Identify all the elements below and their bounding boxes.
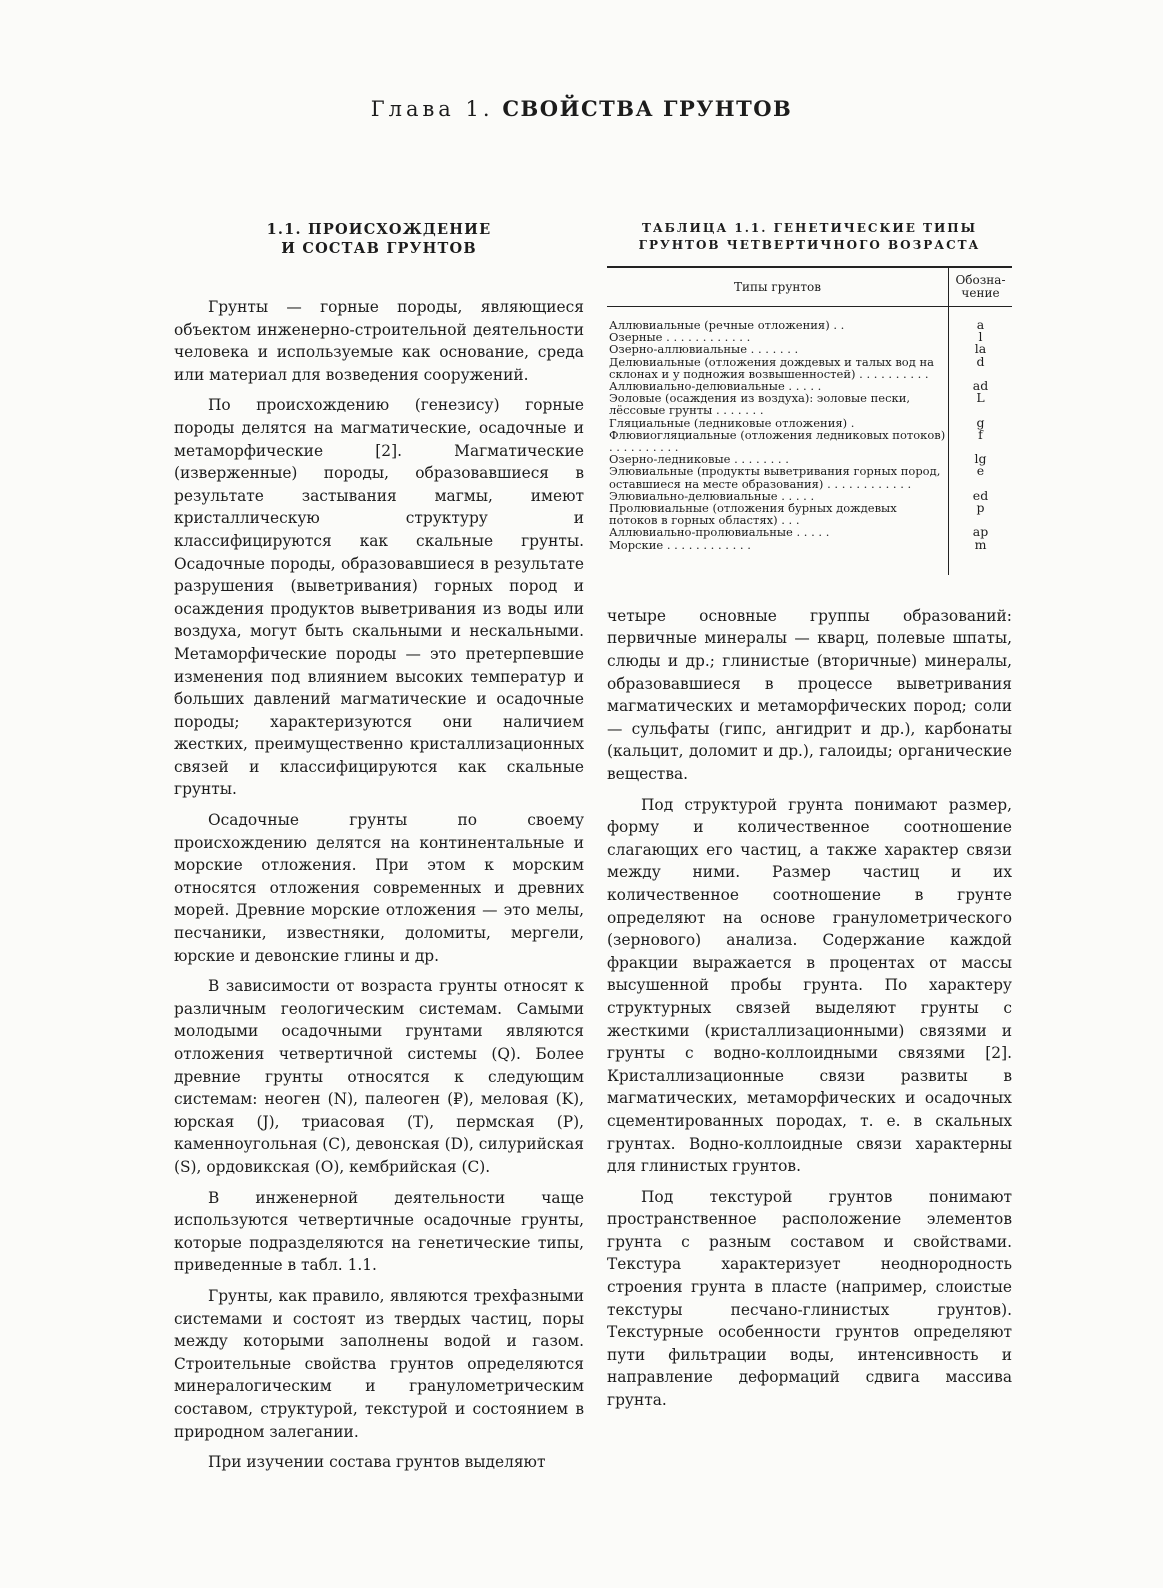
soil-type-cell: Озерные . . . . . . . . . . . . xyxy=(609,330,751,345)
soil-code-cell: f xyxy=(949,429,1013,453)
soil-type-cell: Аллювиально-пролювиальные . . . . . xyxy=(609,525,830,540)
column-header-type: Типы грунтов xyxy=(607,267,949,307)
soil-type-cell: Гляциальные (ледниковые отложения) . xyxy=(609,415,855,430)
table-row xyxy=(607,526,1012,538)
soil-code-cell: d xyxy=(949,356,1013,380)
soil-type-cell: Озерно-ледниковые . . . . . . . . xyxy=(609,452,789,467)
table-row xyxy=(607,392,1012,416)
column-header-code: Обозна-чение xyxy=(949,267,1013,307)
soil-code-cell: l xyxy=(949,331,1013,343)
paragraph: Грунты, как правило, являются трехфазными системами и состоят из твердых частиц, поры между которыми заполнены водой и газом. Строительные свойства грунтов определяются минералогическим и гранулометрическим составом, структурой, текстурой и состоянием в природном залегании. xyxy=(174,1286,584,1441)
soil-code-cell: g xyxy=(949,417,1013,429)
soil-code-cell: lg xyxy=(949,453,1013,465)
right-column-text xyxy=(607,605,1012,1412)
chapter-title: СВОЙСТВА ГРУНТОВ xyxy=(502,96,793,121)
table-row xyxy=(607,356,1012,380)
soil-type-cell: Элювиальные (продукты выветривания горных пород, оставшиеся на месте образования) . . . . . . . . . . . . xyxy=(609,464,941,491)
soil-code-cell: L xyxy=(949,392,1013,416)
paragraph: Под структурой грунта понимают размер, форму и количественное соотношение слагающих его частиц, а также характер связи между ними. Размер частиц и их количественное соотношение в грунте определяют на основе гранулометрического (зернового) анализа. Содержание каждой фракции выражается в процентах от массы высушенной пробы грунта. По характеру структурных связей выделяют грунты с жесткими (кристаллизационными) связями и грунты с водно-коллоидными связями [2]. Кристаллизационные связи развиты в магматических, метаморфических и осадочных сцементированных породах, т. е. в скальных грунтах. Водно-коллоидные связи характерны для глинистых грунтов. xyxy=(607,795,1012,1176)
table-row xyxy=(607,343,1012,355)
soil-type-cell: Элювиально-делювиальные . . . . . xyxy=(609,488,815,503)
soil-type-cell: Аллювиально-делювиальные . . . . . xyxy=(609,379,822,394)
soil-type-cell: Морские . . . . . . . . . . . . xyxy=(609,537,751,552)
table-row xyxy=(607,429,1012,453)
table-title-line-2: ГРУНТОВ ЧЕТВЕРТИЧНОГО ВОЗРАСТА xyxy=(638,238,981,252)
section-title-line-2: И СОСТАВ ГРУНТОВ xyxy=(281,240,477,257)
paragraph: В инженерной деятельности чаще используются четвертичные осадочные грунты, которые подразделяются на генетические типы, приведенные в табл. 1.1. xyxy=(174,1188,584,1275)
soil-code-cell: ap xyxy=(949,526,1013,538)
paragraph: В зависимости от возраста грунты относят к различным геологическим системам. Самыми молодыми осадочными грунтами являются отложения четвертичной системы (Q). Более древние грунты относятся к следующим системам: неоген (N), палеоген (₽), меловая (K), юрская (J), триасовая (T), пермская (P), каменноугольная (C), девонская (D), силурийская (S), ордовикская (O), кембрийская (C). xyxy=(174,977,584,1176)
soil-type-cell: Аллювиальные (речные отложения) . . xyxy=(609,318,845,332)
soil-code-cell: ad xyxy=(949,380,1013,392)
soil-type-cell: Эоловые (осаждения из воздуха): эоловые пески, лёссовые грунты . . . . . . . xyxy=(609,391,911,418)
soil-code-cell: a xyxy=(949,307,1013,332)
soil-type-cell: Флювиогляциальные (отложения ледниковых потоков) . . . . . . . . . . xyxy=(609,427,946,455)
table-row xyxy=(607,502,1012,526)
soil-code-cell: ed xyxy=(949,490,1013,502)
left-column xyxy=(174,220,584,1482)
right-column xyxy=(607,220,1012,1420)
section-title-line-1: 1.1. ПРОИСХОЖДЕНИЕ xyxy=(266,221,492,238)
table-title-line-1: ТАБЛИЦА 1.1. ГЕНЕТИЧЕСКИЕ ТИПЫ xyxy=(641,221,978,235)
soil-code-cell: m xyxy=(949,539,1013,575)
paragraph: четыре основные группы образований: первичные минералы — кварц, полевые шпаты, слюды и др.; глинистые (вторичные) минералы, образовавшиеся в процессе выветривания магматических и метаморфических пород; соли — сульфаты (гипс, ангидрит и др.), карбонаты (кальцит, доломит и др.), галоиды; органические вещества. xyxy=(607,606,1012,784)
paragraph: При изучении состава грунтов выделяют xyxy=(208,1453,546,1472)
soil-code-cell: la xyxy=(949,343,1013,355)
section-title xyxy=(174,220,584,258)
soil-type-cell: Делювиальные (отложения дождевых и талых вод на склонах и у подножия возвышенностей) . . . . . . . . . . xyxy=(609,354,934,381)
soil-code-cell: e xyxy=(949,465,1013,489)
paragraph: По происхождению (генезису) горные породы делятся на магматические, осадочные и метаморфические [2]. Магматические (изверженные) породы, образовавшиеся в результате застывания магмы, имеют кристаллическую структуру и классифицируются как скальные грунты. Осадочные породы, образовавшиеся в результате разрушения (выветривания) горных пород и осаждения продуктов выветривания из воды или воздуха, могут быть скальными и нескальными. Метаморфические породы — это претерпевшие изменения под влиянием высоких температур и больших давлений магматические и осадочные породы; характеризуются они наличием жестких, преимущественно кристаллизационных связей и классифицируются как скальные грунты. xyxy=(174,396,584,799)
chapter-number: Глава 1. xyxy=(370,97,494,121)
genetic-types-table xyxy=(607,266,1012,575)
table-title xyxy=(607,220,1012,254)
soil-type-cell: Пролювиальные (отложения бурных дождевых потоков в горных областях) . . . xyxy=(609,501,897,528)
paragraph: Грунты — горные породы, являющиеся объектом инженерно-строительной деятельности человека и используемые как основание, среда или материал для возведения сооружений. xyxy=(174,298,584,384)
table-row xyxy=(607,417,1012,429)
soil-type-cell: Озерно-аллювиальные . . . . . . . xyxy=(609,342,799,357)
paragraph: Под текстурой грунтов понимают пространственное расположение элементов грунта с разным составом и свойствами. Текстура характеризует неоднородность строения грунта в пласте (например, слоистые текстуры песчано-глинистых грунтов). Текстурные особенности грунтов определяют пути фильтрации воды, интенсивность и направление деформаций сдвига массива грунта. xyxy=(607,1187,1012,1410)
table-row xyxy=(607,307,1012,332)
soil-code-cell: p xyxy=(949,502,1013,526)
paragraph: Осадочные грунты по своему происхождению делятся на континентальные и морские отложения. При этом к морским относятся отложения современных и древних морей. Древние морские отложения — это мелы, песчаники, известняки, доломиты, мергели, юрские и девонские глины и др. xyxy=(174,811,584,965)
chapter-heading xyxy=(0,96,1163,121)
table-row xyxy=(607,465,1012,489)
table-row xyxy=(607,539,1012,575)
